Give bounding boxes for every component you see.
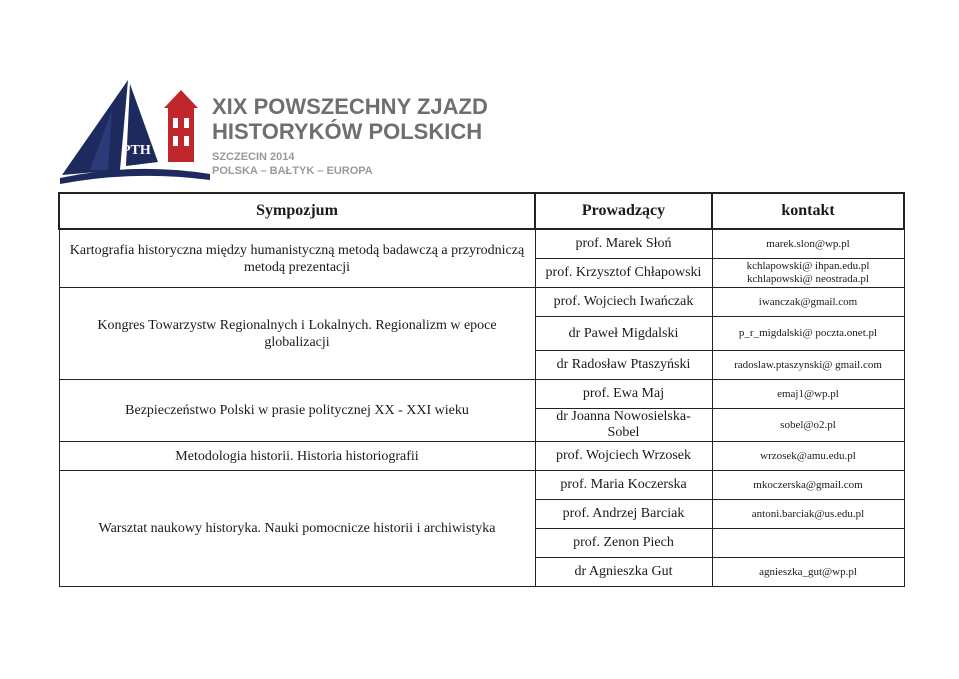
table-row [59,380,904,409]
lead-name: prof. Zenon Piech [535,529,712,558]
lead-name: dr Joanna Nowosielska-Sobel [535,409,712,442]
lead-name: prof. Wojciech Iwańczak [535,288,712,317]
contact-email[interactable]: marek.slon@wp.pl [712,229,904,259]
contact-email[interactable]: agnieszka_gut@wp.pl [712,558,904,587]
contact-email[interactable]: wrzosek@amu.edu.pl [712,442,904,471]
contact-email[interactable]: antoni.barciak@us.edu.pl [712,500,904,529]
emblem-letters: PTH [122,143,151,158]
symposium-topic: Bezpieczeństwo Polski w prasie politycznej XX - XXI wieku [59,380,535,442]
logo-title-line2: HISTORYKÓW POLSKICH [212,119,483,144]
lead-name: prof. Wojciech Wrzosek [535,442,712,471]
symposium-topic: Kartografia historyczna między humanistyczną metodą badawczą a przyrodniczą metodą prezentacji [59,229,535,288]
congress-logo [60,70,490,185]
contact-email[interactable]: kchlapowski@ ihpan.edu.pl [746,260,870,272]
contact-email[interactable]: mkoczerska@gmail.com [712,471,904,500]
symposium-table [58,192,905,587]
empty-topic-cell [59,288,535,317]
contact-email[interactable]: p_r_migdalski@ poczta.onet.pl [712,317,904,351]
contact-email[interactable]: iwanczak@gmail.com [712,288,904,317]
contact-email [712,529,904,558]
logo-title-line1: XIX POWSZECHNY ZJAZD [212,94,488,119]
lead-name: dr Radosław Ptaszyński [535,351,712,380]
table-row [59,288,904,317]
lead-name: prof. Marek Słoń [535,229,712,259]
table-row [59,229,904,259]
lead-name: dr Agnieszka Gut [535,558,712,587]
logo-subtitle-line2: POLSKA – BAŁTYK – EUROPA [212,165,373,177]
contact-email[interactable]: radoslaw.ptaszynski@ gmail.com [712,351,904,380]
header-symposium: Sympozjum [59,193,535,229]
symposium-topic: Kongres Towarzystw Regionalnych i Lokalnych. Regionalizm w epoce globalizacji [59,317,535,351]
lead-name: prof. Andrzej Barciak [535,500,712,529]
lead-name: prof. Maria Koczerska [535,471,712,500]
table-row [59,351,904,380]
lead-name: dr Paweł Migdalski [535,317,712,351]
symposium-topic: Metodologia historii. Historia historiografii [59,442,535,471]
table-row [59,442,904,471]
contact-email[interactable]: kchlapowski@ neostrada.pl [747,273,869,285]
symposium-topic: Warsztat naukowy historyka. Nauki pomocnicze historii i archiwistyka [59,471,535,587]
empty-topic-cell [59,351,535,380]
table-row [59,471,904,500]
sail-emblem-icon [60,70,210,185]
table-header-row [59,193,904,229]
header-contact: kontakt [712,193,904,229]
contact-email-cell [712,259,904,288]
contact-email[interactable]: emaj1@wp.pl [712,380,904,409]
logo-subtitle-line1: SZCZECIN 2014 [212,151,295,163]
contact-email[interactable]: sobel@o2.pl [712,409,904,442]
lead-name: prof. Krzysztof Chłapowski [535,259,712,288]
header-lead: Prowadzący [535,193,712,229]
table-row [59,317,904,351]
lead-name: prof. Ewa Maj [535,380,712,409]
